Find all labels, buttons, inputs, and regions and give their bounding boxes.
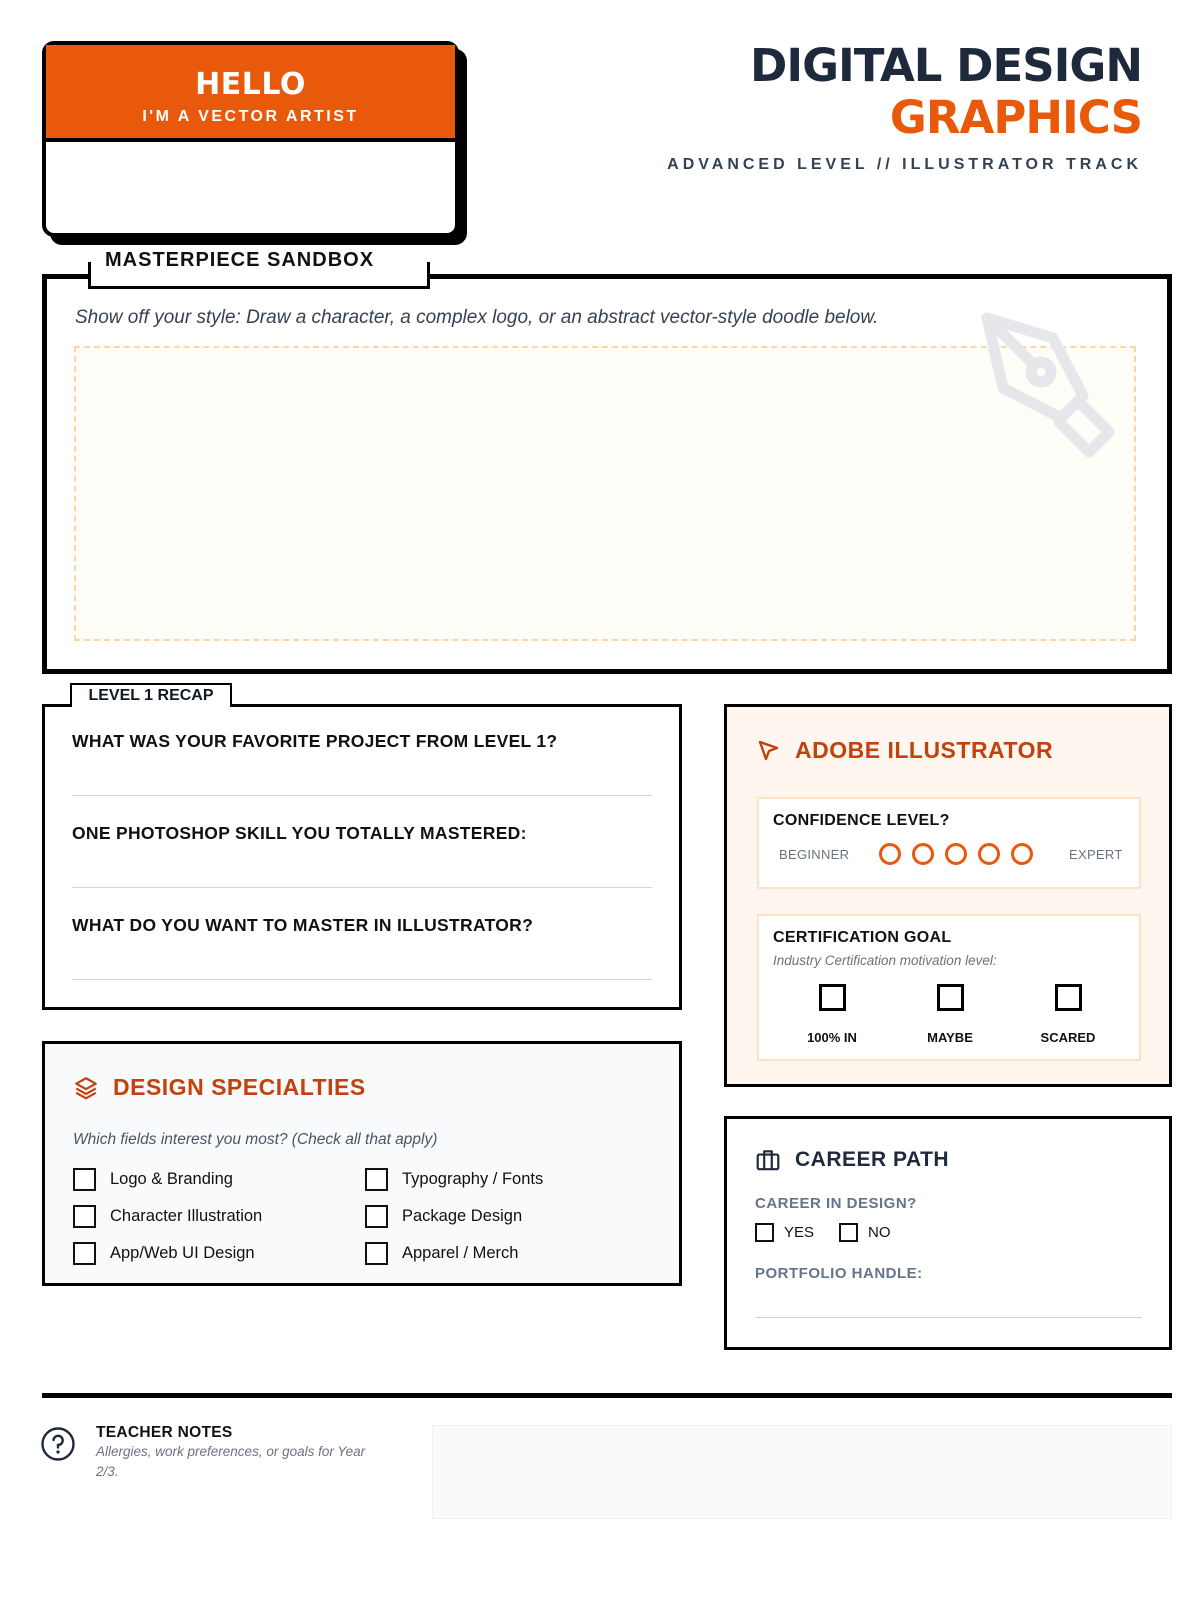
certification-checkbox-2[interactable] xyxy=(937,984,964,1011)
certification-option-3: SCARED xyxy=(1040,1030,1096,1045)
specialty-checkbox[interactable] xyxy=(365,1205,388,1228)
recap-question-1: WHAT WAS YOUR FAVORITE PROJECT FROM LEVEL 1? xyxy=(72,731,558,751)
specialties-subtitle: Which fields interest you most? (Check all that apply) xyxy=(73,1131,438,1148)
name-tag-band xyxy=(46,45,455,142)
specialty-checkbox[interactable] xyxy=(73,1168,96,1191)
specialty-label: Apparel / Merch xyxy=(402,1244,519,1262)
sandbox-prompt: Show off your style: Draw a character, a complex logo, or an abstract vector-style doodle below. xyxy=(75,307,879,328)
confidence-option-4[interactable] xyxy=(978,843,1000,865)
confidence-option-1[interactable] xyxy=(879,843,901,865)
specialty-checkbox[interactable] xyxy=(73,1205,96,1228)
name-tag-card xyxy=(42,41,459,237)
cursor-arrow-icon xyxy=(757,739,781,763)
confidence-option-5[interactable] xyxy=(1011,843,1033,865)
page-title-line2: GRAPHICS xyxy=(889,91,1142,144)
illustrator-panel xyxy=(724,704,1172,1087)
name-tag xyxy=(42,41,467,245)
name-write-area[interactable] xyxy=(46,142,455,233)
specialty-label: Logo & Branding xyxy=(110,1170,233,1188)
sandbox-tab-label: MASTERPIECE SANDBOX xyxy=(105,249,375,271)
specialties-header xyxy=(73,1074,366,1101)
career-yes-checkbox[interactable] xyxy=(755,1223,774,1242)
career-yes-option[interactable] xyxy=(755,1223,814,1242)
recap-question-2: ONE PHOTOSHOP SKILL YOU TOTALLY MASTERED: xyxy=(72,823,527,843)
specialty-checkbox[interactable] xyxy=(73,1242,96,1265)
recap-answer-line-3[interactable] xyxy=(72,979,652,980)
career-no-checkbox[interactable] xyxy=(839,1223,858,1242)
specialty-option[interactable] xyxy=(365,1205,522,1228)
teacher-notes-subtitle: Allergies, work preferences, or goals for Year 2/3. xyxy=(96,1444,366,1479)
confidence-option-2[interactable] xyxy=(912,843,934,865)
confidence-low-label: BEGINNER xyxy=(779,847,850,862)
career-yes-label: YES xyxy=(784,1224,815,1241)
career-question: CAREER IN DESIGN? xyxy=(755,1195,917,1212)
certification-card xyxy=(757,914,1141,1061)
footer-divider xyxy=(42,1393,1172,1398)
name-tag-hello: HELLO xyxy=(195,67,306,102)
specialty-option[interactable] xyxy=(365,1242,518,1265)
certification-checkbox-1[interactable] xyxy=(819,984,846,1011)
certification-subtitle: Industry Certification motivation level: xyxy=(773,953,997,968)
confidence-high-label: EXPERT xyxy=(1069,847,1123,862)
specialty-label: Package Design xyxy=(402,1207,523,1225)
specialty-label: Character Illustration xyxy=(110,1207,263,1225)
page-title-line1: DIGITAL DESIGN xyxy=(750,39,1142,92)
page-title-block xyxy=(667,40,1142,174)
confidence-card xyxy=(757,797,1141,889)
specialty-option[interactable] xyxy=(365,1168,543,1191)
teacher-notes-area[interactable] xyxy=(432,1425,1172,1519)
specialties-panel xyxy=(42,1041,682,1286)
illustrator-header xyxy=(757,737,1053,764)
pen-tool-icon xyxy=(975,308,1135,468)
layers-icon xyxy=(73,1075,99,1101)
confidence-title: CONFIDENCE LEVEL? xyxy=(773,812,950,829)
confidence-option-3[interactable] xyxy=(945,843,967,865)
certification-option-2: MAYBE xyxy=(927,1030,973,1045)
sandbox-tab xyxy=(88,249,430,289)
recap-question-3: WHAT DO YOU WANT TO MASTER IN ILLUSTRATOR? xyxy=(72,915,534,935)
specialty-option[interactable] xyxy=(73,1242,255,1265)
recap-answer-line-1[interactable] xyxy=(72,795,652,796)
portfolio-handle-line[interactable] xyxy=(755,1317,1142,1318)
help-circle-icon xyxy=(40,1426,76,1462)
career-title: CAREER PATH xyxy=(795,1148,950,1171)
specialty-checkbox[interactable] xyxy=(365,1168,388,1191)
career-header xyxy=(755,1147,949,1173)
teacher-notes-title: TEACHER NOTES xyxy=(96,1424,233,1441)
certification-title: CERTIFICATION GOAL xyxy=(773,929,952,946)
specialty-option[interactable] xyxy=(73,1168,233,1191)
specialty-option[interactable] xyxy=(73,1205,262,1228)
illustrator-title: ADOBE ILLUSTRATOR xyxy=(795,737,1054,763)
recap-tab: LEVEL 1 RECAP xyxy=(70,683,232,707)
certification-option-1: 100% IN xyxy=(807,1030,857,1045)
specialties-title: DESIGN SPECIALTIES xyxy=(113,1074,366,1100)
specialty-label: Typography / Fonts xyxy=(402,1170,544,1188)
certification-checkbox-3[interactable] xyxy=(1055,984,1082,1011)
specialty-checkbox[interactable] xyxy=(365,1242,388,1265)
recap-answer-line-2[interactable] xyxy=(72,887,652,888)
portfolio-handle-label: PORTFOLIO HANDLE: xyxy=(755,1265,923,1282)
career-no-label: NO xyxy=(868,1224,891,1241)
briefcase-icon xyxy=(755,1147,781,1173)
career-panel xyxy=(724,1116,1172,1350)
recap-panel xyxy=(42,704,682,1010)
name-tag-subtitle: I'M A VECTOR ARTIST xyxy=(142,108,359,125)
page-subtitle: ADVANCED LEVEL // ILLUSTRATOR TRACK xyxy=(667,156,1142,173)
career-no-option[interactable] xyxy=(839,1223,891,1242)
specialty-label: App/Web UI Design xyxy=(110,1244,255,1262)
